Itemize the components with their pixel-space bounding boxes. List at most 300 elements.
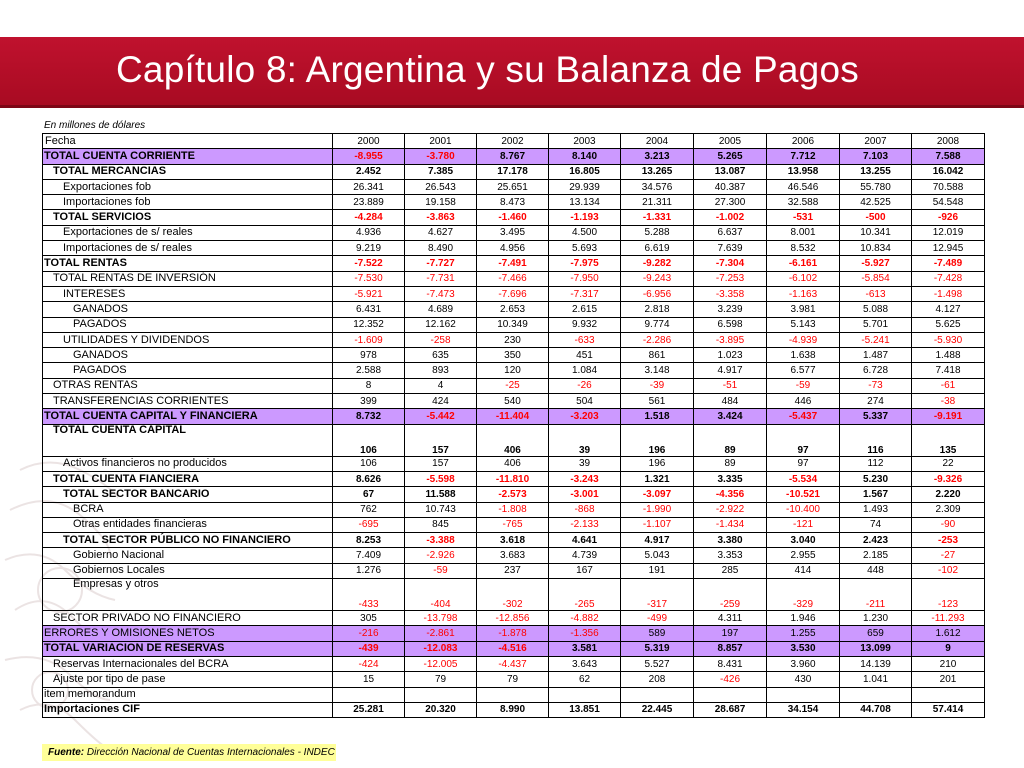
cell-value: -4.516: [477, 641, 549, 656]
cell-value: -5.927: [840, 256, 912, 271]
cell-value: -3.895: [694, 332, 767, 347]
cell-value: -7.950: [549, 271, 621, 286]
cell-value: 7.588: [912, 149, 985, 164]
cell-value: 55.780: [840, 179, 912, 194]
cell-value: 1.084: [549, 363, 621, 378]
row-label: Importaciones CIF: [43, 702, 333, 717]
cell-value: -9.326: [912, 471, 985, 486]
table-header-row: [43, 134, 985, 149]
cell-value: 34.154: [767, 702, 840, 717]
row-label: TOTAL RENTAS DE INVERSIÓN: [43, 271, 333, 286]
header-year: 2007: [840, 134, 912, 149]
row-label: Ajuste por tipo de pase: [43, 672, 333, 687]
cell-value: -1.498: [912, 286, 985, 301]
cell-value: 89: [694, 424, 767, 456]
cell-value: 74: [840, 517, 912, 532]
row-label: TOTAL SECTOR PÚBLICO NO FINANCIERO: [43, 533, 333, 548]
cell-value: 2.588: [333, 363, 405, 378]
cell-value: -90: [912, 517, 985, 532]
cell-value: 8.626: [333, 471, 405, 486]
cell-value: 5.143: [767, 317, 840, 332]
cell-value: 9.219: [333, 241, 405, 256]
cell-value: -5.598: [405, 471, 477, 486]
source-text: Dirección Nacional de Cuentas Internacionales - INDEC: [86, 747, 335, 758]
cell-value: -39: [621, 378, 694, 393]
header-year: 2005: [694, 134, 767, 149]
table-row: [43, 348, 985, 363]
cell-value: -424: [333, 656, 405, 671]
cell-value: 4.739: [549, 548, 621, 563]
cell-value: -433: [333, 579, 405, 611]
cell-value: -12.083: [405, 641, 477, 656]
cell-value: -765: [477, 517, 549, 532]
cell-value: 97: [767, 456, 840, 471]
title-bar: [0, 37, 1024, 108]
cell-value: -1.107: [621, 517, 694, 532]
cell-value: -7.317: [549, 286, 621, 301]
row-label: Activos financieros no producidos: [43, 456, 333, 471]
cell-value: 1.612: [912, 626, 985, 641]
table-row: [43, 286, 985, 301]
header-year: 2002: [477, 134, 549, 149]
row-label: INTERESES: [43, 286, 333, 301]
cell-value: -1.460: [477, 210, 549, 225]
cell-value: -12.856: [477, 611, 549, 626]
cell-value: 22.445: [621, 702, 694, 717]
cell-value: -11.810: [477, 471, 549, 486]
header-year: 2003: [549, 134, 621, 149]
row-label: Exportaciones de s/ reales: [43, 225, 333, 240]
cell-value: -3.780: [405, 149, 477, 164]
cell-value: 230: [477, 332, 549, 347]
table-row: [43, 656, 985, 671]
cell-value: -13.798: [405, 611, 477, 626]
cell-value: 89: [694, 456, 767, 471]
cell-value: -1.193: [549, 210, 621, 225]
cell-value: -265: [549, 579, 621, 611]
cell-value: -426: [694, 672, 767, 687]
cell-value: 26.543: [405, 179, 477, 194]
cell-value: 201: [912, 672, 985, 687]
cell-value: 414: [767, 563, 840, 578]
cell-value: -4.284: [333, 210, 405, 225]
cell-value: 3.530: [767, 641, 840, 656]
cell-value: 157: [405, 424, 477, 456]
cell-value: -10.521: [767, 487, 840, 502]
cell-value: 20.320: [405, 702, 477, 717]
cell-value: 25.281: [333, 702, 405, 717]
cell-value: 46.546: [767, 179, 840, 194]
cell-value: 7.712: [767, 149, 840, 164]
cell-value: -1.002: [694, 210, 767, 225]
cell-value: 196: [621, 456, 694, 471]
row-label: TOTAL CUENTA CORRIENTE: [43, 149, 333, 164]
cell-value: 635: [405, 348, 477, 363]
cell-value: 97: [767, 424, 840, 456]
row-label: Importaciones de s/ reales: [43, 241, 333, 256]
cell-value: 893: [405, 363, 477, 378]
cell-value: 25.651: [477, 179, 549, 194]
cell-value: 12.162: [405, 317, 477, 332]
cell-value: -6.161: [767, 256, 840, 271]
cell-value: 3.960: [767, 656, 840, 671]
cell-value: 3.424: [694, 409, 767, 424]
cell-value: -259: [694, 579, 767, 611]
table-row: [43, 672, 985, 687]
row-label: UTILIDADES Y DIVIDENDOS: [43, 332, 333, 347]
cell-value: 4.311: [694, 611, 767, 626]
cell-value: -1.356: [549, 626, 621, 641]
cell-value: 12.019: [912, 225, 985, 240]
cell-value: 6.637: [694, 225, 767, 240]
cell-value: -7.530: [333, 271, 405, 286]
cell-value: -12.005: [405, 656, 477, 671]
table-row: [43, 179, 985, 194]
cell-value: 57.414: [912, 702, 985, 717]
cell-value: 29.939: [549, 179, 621, 194]
cell-value: -7.731: [405, 271, 477, 286]
table-row: [43, 409, 985, 424]
table-row: [43, 611, 985, 626]
source-note: [42, 744, 336, 761]
row-label: Exportaciones fob: [43, 179, 333, 194]
cell-value: 13.255: [840, 164, 912, 179]
cell-value: 197: [694, 626, 767, 641]
cell-value: 106: [333, 456, 405, 471]
cell-value: 12.352: [333, 317, 405, 332]
table-row: [43, 456, 985, 471]
cell-value: 191: [621, 563, 694, 578]
cell-value: 7.103: [840, 149, 912, 164]
cell-value: 7.639: [694, 241, 767, 256]
cell-value: 4.917: [694, 363, 767, 378]
cell-value: -211: [840, 579, 912, 611]
cell-value: 5.230: [840, 471, 912, 486]
cell-value: -11.404: [477, 409, 549, 424]
cell-value: -317: [621, 579, 694, 611]
cell-value: 406: [477, 424, 549, 456]
cell-value: 3.683: [477, 548, 549, 563]
row-label: item memorandum: [43, 687, 333, 702]
table-row: [43, 271, 985, 286]
cell-value: -6.956: [621, 286, 694, 301]
cell-value: 8.253: [333, 533, 405, 548]
cell-value: -6.102: [767, 271, 840, 286]
cell-value: -302: [477, 579, 549, 611]
cell-value: 1.518: [621, 409, 694, 424]
cell-value: -102: [912, 563, 985, 578]
cell-value: 2.309: [912, 502, 985, 517]
cell-value: 70.588: [912, 179, 985, 194]
balance-of-payments-table: [42, 133, 985, 718]
page-title: Capítulo 8: Argentina y su Balanza de Pagos: [116, 49, 859, 90]
table-row: [43, 626, 985, 641]
table-row: [43, 471, 985, 486]
cell-value: 9.774: [621, 317, 694, 332]
cell-value: -5.534: [767, 471, 840, 486]
cell-value: [405, 687, 477, 702]
cell-value: 3.213: [621, 149, 694, 164]
cell-value: -2.922: [694, 502, 767, 517]
cell-value: -258: [405, 332, 477, 347]
row-label: TOTAL CUENTA CAPITAL: [43, 424, 333, 456]
cell-value: -3.358: [694, 286, 767, 301]
cell-value: 13.134: [549, 195, 621, 210]
cell-value: 7.385: [405, 164, 477, 179]
cell-value: -7.522: [333, 256, 405, 271]
cell-value: 54.548: [912, 195, 985, 210]
cell-value: -7.489: [912, 256, 985, 271]
cell-value: 1.946: [767, 611, 840, 626]
cell-value: -2.286: [621, 332, 694, 347]
cell-value: -5.241: [840, 332, 912, 347]
table-row: [43, 210, 985, 225]
cell-value: 5.337: [840, 409, 912, 424]
cell-value: 3.380: [694, 533, 767, 548]
cell-value: 3.239: [694, 302, 767, 317]
cell-value: 4.689: [405, 302, 477, 317]
cell-value: 762: [333, 502, 405, 517]
cell-value: -5.437: [767, 409, 840, 424]
cell-value: 157: [405, 456, 477, 471]
table-row: [43, 579, 985, 611]
row-label: PAGADOS: [43, 363, 333, 378]
cell-value: [767, 687, 840, 702]
header-year: 2006: [767, 134, 840, 149]
cell-value: 4.956: [477, 241, 549, 256]
cell-value: 4: [405, 378, 477, 393]
cell-value: -9.243: [621, 271, 694, 286]
row-label: TOTAL VARIACION DE RESERVAS: [43, 641, 333, 656]
cell-value: -695: [333, 517, 405, 532]
cell-value: -38: [912, 394, 985, 409]
cell-value: -7.696: [477, 286, 549, 301]
cell-value: 8.532: [767, 241, 840, 256]
cell-value: 3.040: [767, 533, 840, 548]
cell-value: 5.625: [912, 317, 985, 332]
cell-value: 5.288: [621, 225, 694, 240]
cell-value: -2.926: [405, 548, 477, 563]
cell-value: 6.619: [621, 241, 694, 256]
cell-value: 17.178: [477, 164, 549, 179]
cell-value: -3.001: [549, 487, 621, 502]
table-row: [43, 517, 985, 532]
cell-value: 67: [333, 487, 405, 502]
cell-value: [549, 687, 621, 702]
cell-value: -3.097: [621, 487, 694, 502]
cell-value: 4.641: [549, 533, 621, 548]
cell-value: -121: [767, 517, 840, 532]
cell-value: -11.293: [912, 611, 985, 626]
row-label: Gobierno Nacional: [43, 548, 333, 563]
cell-value: -26: [549, 378, 621, 393]
cell-value: 44.708: [840, 702, 912, 717]
unit-note: En millones de dólares: [44, 120, 146, 131]
cell-value: 3.581: [549, 641, 621, 656]
cell-value: [912, 687, 985, 702]
row-label: TOTAL SERVICIOS: [43, 210, 333, 225]
table-row: [43, 378, 985, 393]
cell-value: -633: [549, 332, 621, 347]
cell-value: [477, 687, 549, 702]
cell-value: 10.349: [477, 317, 549, 332]
cell-value: 540: [477, 394, 549, 409]
cell-value: -5.442: [405, 409, 477, 424]
cell-value: 11.588: [405, 487, 477, 502]
cell-value: -1.808: [477, 502, 549, 517]
cell-value: 9.932: [549, 317, 621, 332]
cell-value: 10.743: [405, 502, 477, 517]
cell-value: 399: [333, 394, 405, 409]
cell-value: 16.042: [912, 164, 985, 179]
cell-value: 8.001: [767, 225, 840, 240]
cell-value: 5.088: [840, 302, 912, 317]
cell-value: 1.487: [840, 348, 912, 363]
header-year: 2008: [912, 134, 985, 149]
table-row: [43, 687, 985, 702]
cell-value: 79: [477, 672, 549, 687]
row-label: TOTAL CUENTA CAPITAL Y FINANCIERA: [43, 409, 333, 424]
cell-value: -7.727: [405, 256, 477, 271]
cell-value: 978: [333, 348, 405, 363]
cell-value: 3.981: [767, 302, 840, 317]
row-label: TOTAL CUENTA FIANCIERA: [43, 471, 333, 486]
table-row: [43, 424, 985, 456]
cell-value: -1.163: [767, 286, 840, 301]
cell-value: 79: [405, 672, 477, 687]
cell-value: [621, 687, 694, 702]
table-row: [43, 394, 985, 409]
cell-value: 10.834: [840, 241, 912, 256]
cell-value: 120: [477, 363, 549, 378]
cell-value: 3.643: [549, 656, 621, 671]
cell-value: 10.341: [840, 225, 912, 240]
table-row: [43, 533, 985, 548]
cell-value: 4.627: [405, 225, 477, 240]
cell-value: 406: [477, 456, 549, 471]
cell-value: -500: [840, 210, 912, 225]
cell-value: 6.598: [694, 317, 767, 332]
cell-value: -613: [840, 286, 912, 301]
header-year: 2004: [621, 134, 694, 149]
table-row: [43, 195, 985, 210]
table-row: [43, 149, 985, 164]
table-row: [43, 363, 985, 378]
cell-value: 8.857: [694, 641, 767, 656]
cell-value: 2.653: [477, 302, 549, 317]
cell-value: 8.431: [694, 656, 767, 671]
row-label: TOTAL SECTOR BANCARIO: [43, 487, 333, 502]
cell-value: 28.687: [694, 702, 767, 717]
row-label: GANADOS: [43, 348, 333, 363]
header-year: 2001: [405, 134, 477, 149]
cell-value: 4.500: [549, 225, 621, 240]
row-label: Empresas y otros: [43, 579, 333, 611]
cell-value: 22: [912, 456, 985, 471]
cell-value: -404: [405, 579, 477, 611]
cell-value: -3.203: [549, 409, 621, 424]
cell-value: 1.321: [621, 471, 694, 486]
cell-value: 237: [477, 563, 549, 578]
table-row: [43, 702, 985, 717]
cell-value: -4.882: [549, 611, 621, 626]
source-label: Fuente:: [48, 747, 85, 758]
cell-value: -7.975: [549, 256, 621, 271]
cell-value: -499: [621, 611, 694, 626]
cell-value: 2.423: [840, 533, 912, 548]
table-row: [43, 332, 985, 347]
cell-value: -1.878: [477, 626, 549, 641]
cell-value: 39: [549, 424, 621, 456]
cell-value: 3.353: [694, 548, 767, 563]
table-row: [43, 487, 985, 502]
cell-value: 62: [549, 672, 621, 687]
cell-value: -5.930: [912, 332, 985, 347]
cell-value: 34.576: [621, 179, 694, 194]
row-label: GANADOS: [43, 302, 333, 317]
table-row: [43, 317, 985, 332]
cell-value: 561: [621, 394, 694, 409]
cell-value: 1.255: [767, 626, 840, 641]
cell-value: 16.805: [549, 164, 621, 179]
cell-value: -5.854: [840, 271, 912, 286]
cell-value: 14.139: [840, 656, 912, 671]
cell-value: 8.767: [477, 149, 549, 164]
cell-value: -4.356: [694, 487, 767, 502]
cell-value: -4.437: [477, 656, 549, 671]
row-label: Importaciones fob: [43, 195, 333, 210]
cell-value: 13.851: [549, 702, 621, 717]
cell-value: 8.990: [477, 702, 549, 717]
cell-value: 135: [912, 424, 985, 456]
cell-value: 2.818: [621, 302, 694, 317]
cell-value: 13.265: [621, 164, 694, 179]
header-label: Fecha: [43, 134, 333, 149]
cell-value: 3.495: [477, 225, 549, 240]
header-year: 2000: [333, 134, 405, 149]
cell-value: 5.693: [549, 241, 621, 256]
cell-value: -7.491: [477, 256, 549, 271]
table-row: [43, 641, 985, 656]
table-body: [43, 149, 985, 718]
cell-value: -2.133: [549, 517, 621, 532]
table-row: [43, 225, 985, 240]
row-label: ERRORES Y OMISIONES NETOS: [43, 626, 333, 641]
row-label: Otras entidades financieras: [43, 517, 333, 532]
cell-value: -3.243: [549, 471, 621, 486]
cell-value: 4.917: [621, 533, 694, 548]
cell-value: 1.230: [840, 611, 912, 626]
cell-value: 8: [333, 378, 405, 393]
cell-value: 210: [912, 656, 985, 671]
cell-value: 42.525: [840, 195, 912, 210]
table-row: [43, 256, 985, 271]
cell-value: 8.732: [333, 409, 405, 424]
cell-value: -7.304: [694, 256, 767, 271]
cell-value: -3.863: [405, 210, 477, 225]
cell-value: -2.573: [477, 487, 549, 502]
cell-value: 7.418: [912, 363, 985, 378]
cell-value: 1.488: [912, 348, 985, 363]
row-label: SECTOR PRIVADO NO FINANCIERO: [43, 611, 333, 626]
cell-value: -7.253: [694, 271, 767, 286]
cell-value: 350: [477, 348, 549, 363]
cell-value: -926: [912, 210, 985, 225]
cell-value: 2.615: [549, 302, 621, 317]
cell-value: 446: [767, 394, 840, 409]
cell-value: 27.300: [694, 195, 767, 210]
cell-value: 484: [694, 394, 767, 409]
